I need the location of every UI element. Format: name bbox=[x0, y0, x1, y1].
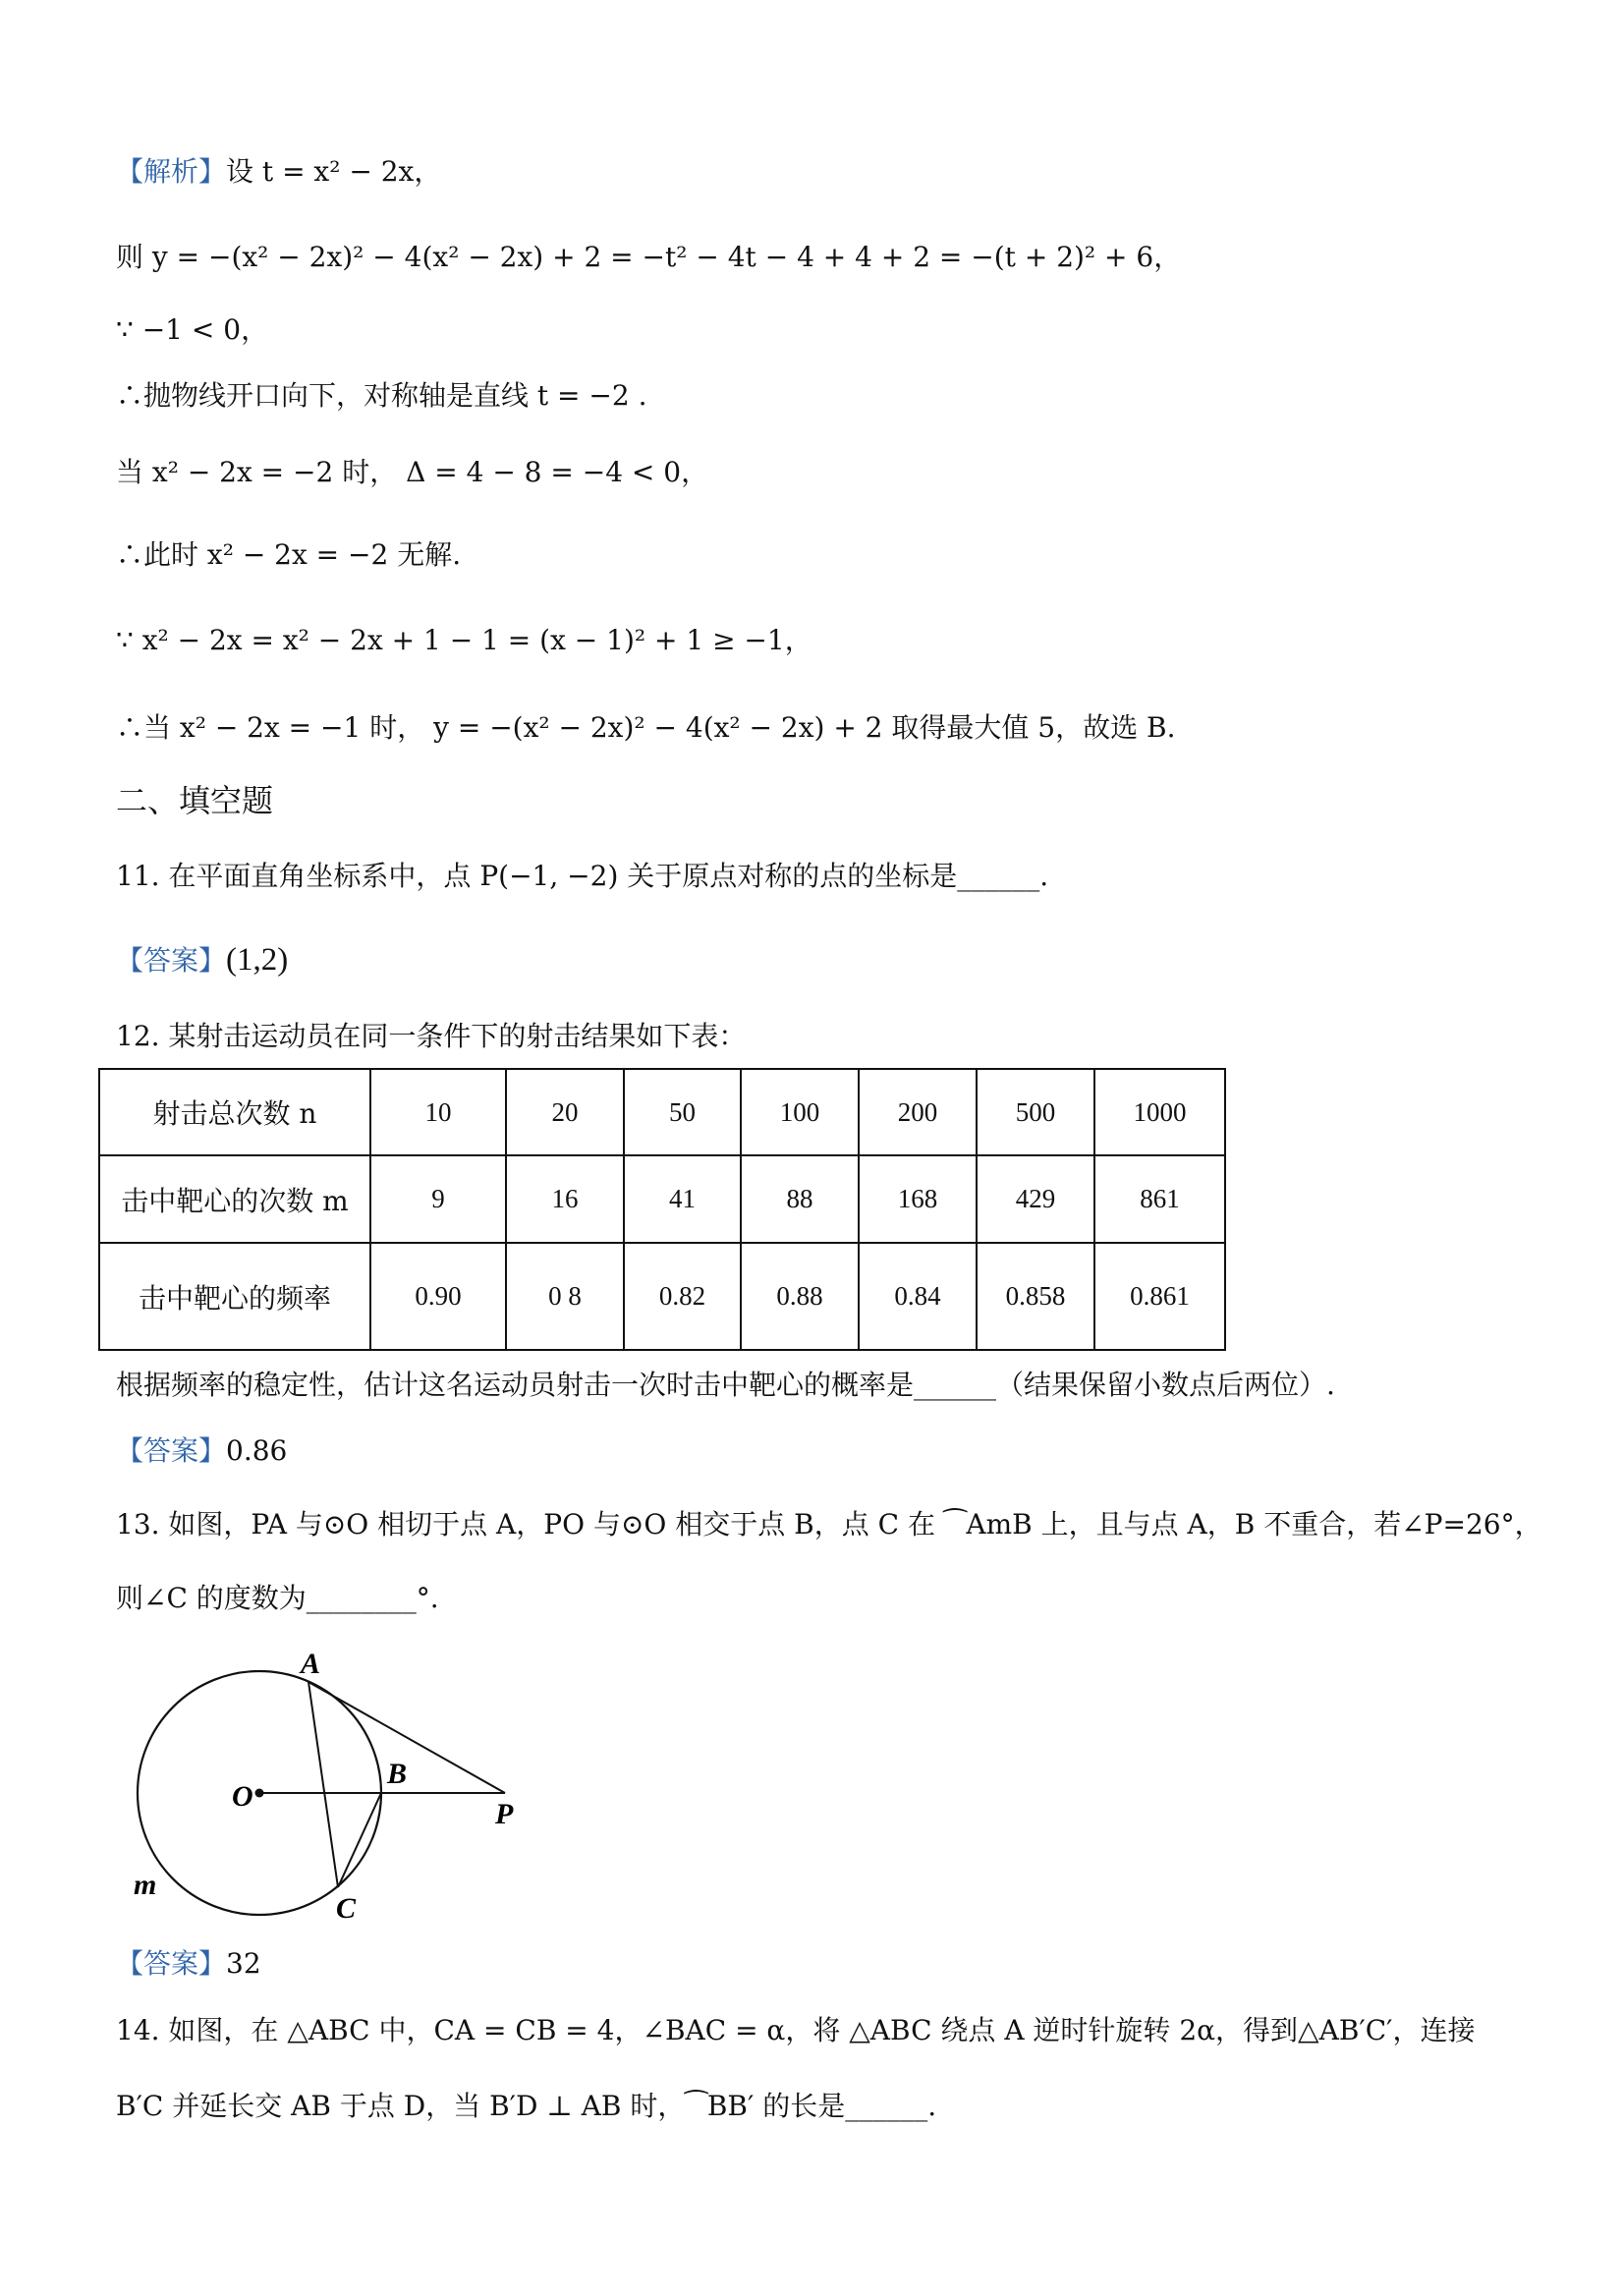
q12-answer: 0.86 bbox=[226, 1434, 288, 1467]
q12-text: 12. 某射击运动员在同一条件下的射击结果如下表： bbox=[116, 1020, 747, 1052]
table-row bbox=[99, 1069, 1225, 1155]
table-cell: 16 bbox=[506, 1155, 624, 1243]
q12-answer-line bbox=[116, 1431, 287, 1471]
analysis-line-5: 当 x² − 2x = −2 时， Δ = 4 − 8 = −4 < 0， bbox=[116, 456, 709, 488]
q12-after: 根据频率的稳定性，估计这名运动员射击一次时击中靶心的概率是______（结果保留小数点后两位）. bbox=[116, 1369, 1335, 1401]
analysis-line-4: ∴抛物线开口向下，对称轴是直线 t = −2 . bbox=[116, 379, 647, 412]
analysis-line-7: ∵ x² − 2x = x² − 2x + 1 − 1 = (x − 1)² + 1 ≥ −1， bbox=[116, 624, 812, 656]
table-cell: 168 bbox=[859, 1155, 977, 1243]
q13-text: 13. 如图，PA 与⊙O 相切于点 A，PO 与⊙O 相交于点 B，点 C 在 ⁀AmB 上，且与点 A，B 不重合，若∠P=26°， bbox=[116, 1508, 1542, 1540]
chord-ac bbox=[308, 1682, 338, 1887]
chord-bc bbox=[338, 1793, 381, 1887]
analysis-line-6: ∴此时 x² − 2x = −2 无解. bbox=[116, 538, 462, 571]
table-cell: 1000 bbox=[1094, 1069, 1225, 1155]
table-cell: 20 bbox=[506, 1069, 624, 1155]
table-cell: 200 bbox=[859, 1069, 977, 1155]
analysis-line-1 bbox=[116, 152, 441, 192]
table-row-label: 击中靶心的频率 bbox=[99, 1243, 370, 1350]
table-cell: 0.84 bbox=[859, 1243, 977, 1350]
q12-answer-tag: 【答案】 bbox=[116, 1434, 227, 1467]
center-point bbox=[255, 1789, 264, 1798]
table-cell: 0.858 bbox=[977, 1243, 1094, 1350]
q13-text-2: 则∠C 的度数为________°. bbox=[116, 1582, 439, 1614]
table-cell: 861 bbox=[1094, 1155, 1225, 1243]
q11-answer-line bbox=[116, 940, 288, 980]
table-row bbox=[99, 1243, 1225, 1350]
analysis-tag: 【解析】 bbox=[116, 155, 227, 188]
label-p: P bbox=[495, 1798, 514, 1830]
q13-answer-tag: 【答案】 bbox=[116, 1947, 227, 1980]
label-o: O bbox=[232, 1780, 253, 1813]
table-cell: 88 bbox=[741, 1155, 859, 1243]
table-cell: 9 bbox=[370, 1155, 506, 1243]
table-cell: 0.861 bbox=[1094, 1243, 1225, 1350]
section-title: 二、填空题 bbox=[116, 782, 274, 819]
analysis-line-2: 则 y = −(x² − 2x)² − 4(x² − 2x) + 2 = −t² − 4t − 4 + 4 + 2 = −(t + 2)² + 6， bbox=[116, 241, 1182, 273]
analysis-line-3: ∵ −1 < 0， bbox=[116, 313, 269, 346]
table-cell: 10 bbox=[370, 1069, 506, 1155]
label-a: A bbox=[301, 1648, 321, 1680]
table-row-label: 射击总次数 n bbox=[99, 1069, 370, 1155]
q11-answer: (1,2) bbox=[226, 942, 289, 978]
label-c: C bbox=[336, 1892, 357, 1925]
table-cell: 0.82 bbox=[624, 1243, 741, 1350]
q14-text-2: B′C 并延长交 AB 于点 D，当 B′D ⊥ AB 时，⁀BB′ 的长是______. bbox=[116, 2090, 937, 2122]
table-cell: 100 bbox=[741, 1069, 859, 1155]
table-cell: 500 bbox=[977, 1069, 1094, 1155]
q11-answer-tag: 【答案】 bbox=[116, 944, 227, 977]
q13-answer: 32 bbox=[226, 1947, 261, 1980]
table-cell: 429 bbox=[977, 1155, 1094, 1243]
table-cell: 0.88 bbox=[741, 1243, 859, 1350]
table-row bbox=[99, 1155, 1225, 1243]
label-m: m bbox=[134, 1869, 157, 1901]
analysis-line-8: ∴当 x² − 2x = −1 时， y = −(x² − 2x)² − 4(x² − 2x) + 2 取得最大值 5，故选 B. bbox=[116, 711, 1176, 744]
circle-tangent-figure bbox=[118, 1641, 550, 1926]
q14-text: 14. 如图，在 △ABC 中，CA = CB = 4，∠BAC = α，将 △ABC 绕点 A 逆时针旋转 2α，得到△AB′C′，连接 bbox=[116, 2014, 1476, 2046]
q13-answer-line bbox=[116, 1944, 261, 1984]
table-cell: 0 8 bbox=[506, 1243, 624, 1350]
table-cell: 41 bbox=[624, 1155, 741, 1243]
label-b: B bbox=[387, 1758, 408, 1790]
table-row-label: 击中靶心的次数 m bbox=[99, 1155, 370, 1243]
analysis-text-1: 设 t = x² − 2x， bbox=[226, 155, 442, 188]
table-cell: 50 bbox=[624, 1069, 741, 1155]
table-cell: 0.90 bbox=[370, 1243, 506, 1350]
shooting-results-table bbox=[98, 1068, 1226, 1351]
q11-text: 11. 在平面直角坐标系中，点 P(−1, −2) 关于原点对称的点的坐标是______. bbox=[116, 860, 1049, 892]
